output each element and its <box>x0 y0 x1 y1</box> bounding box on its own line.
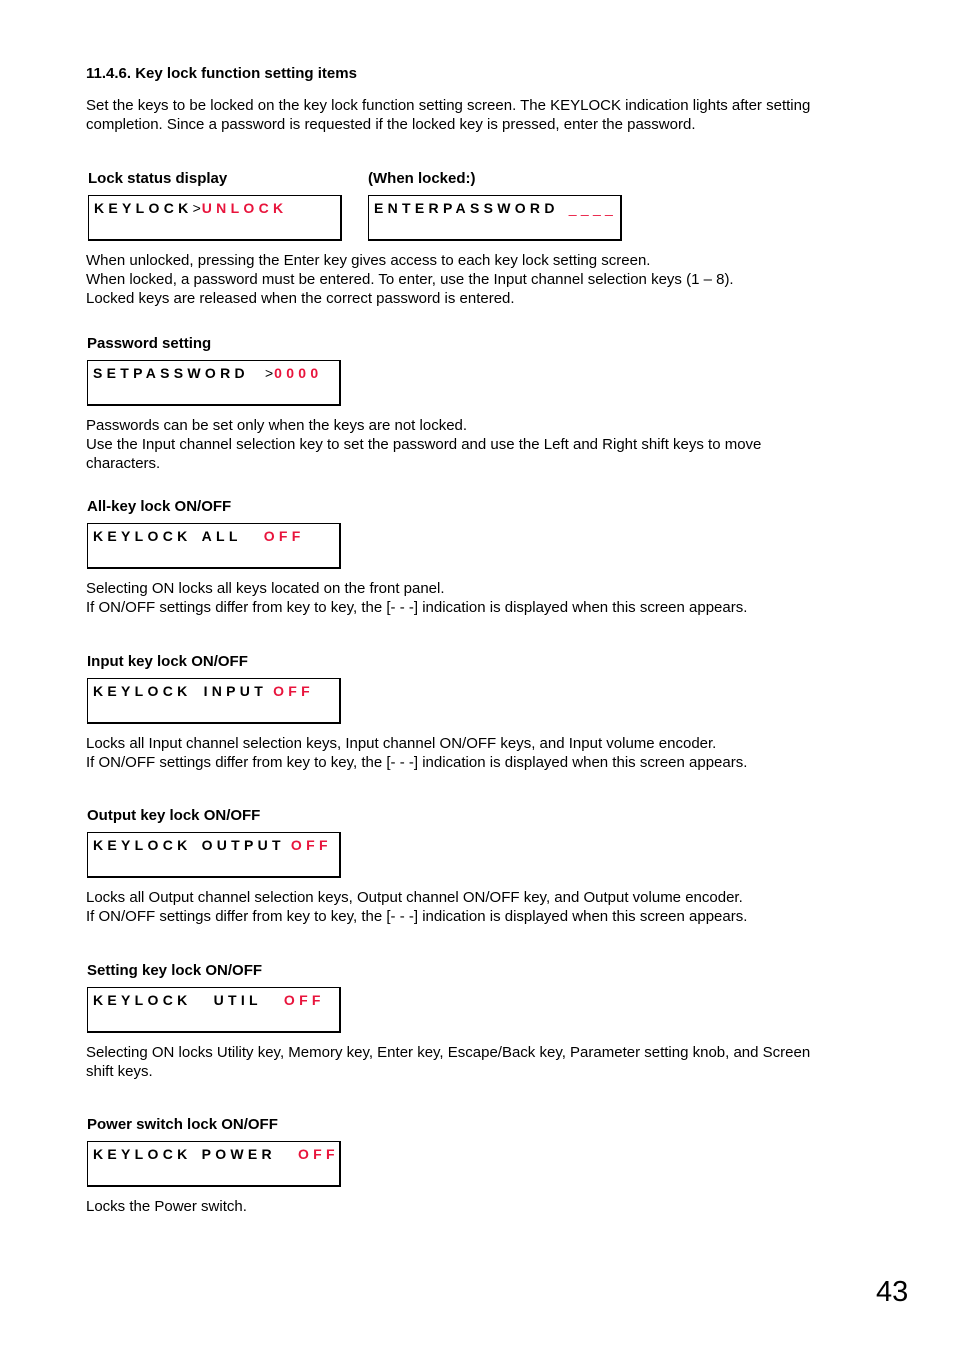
lcd-text <box>93 683 314 700</box>
lock-status-heading: Lock status display <box>88 170 228 187</box>
input-key-lock-heading: Input key lock ON/OFF <box>87 653 248 670</box>
power-switch-lock-heading: Power switch lock ON/OFF <box>87 1116 278 1133</box>
description-line: Locked keys are released when the correct password is entered. <box>86 290 515 307</box>
lcd-target: ALL <box>201 528 242 544</box>
enter-password-display <box>368 195 622 241</box>
description-line: Locks the Power switch. <box>86 1198 247 1215</box>
description-line: If ON/OFF settings differ from key to key, the [- - -] indication is displayed when this screen appears. <box>86 599 748 616</box>
input-key-lock-display <box>87 678 341 724</box>
arrow-icon: > <box>264 365 275 381</box>
description-line: If ON/OFF settings differ from key to key, the [- - -] indication is displayed when this screen appears. <box>86 754 748 771</box>
lcd-target: INPUT <box>203 683 268 699</box>
lcd-target: OUTPUT <box>201 837 285 853</box>
lcd-value: 0000 <box>274 365 323 381</box>
description-line: Passwords can be set only when the keys are not locked. <box>86 417 468 434</box>
section-title: 11.4.6. Key lock function setting items <box>86 65 357 82</box>
password-setting-description <box>86 416 868 473</box>
password-setting-heading: Password setting <box>87 335 212 352</box>
description-line: Use the Input channel selection key to set the password and use the Left and Right shift keys to move <box>86 436 762 453</box>
lcd-text <box>374 200 617 217</box>
description-line: When unlocked, pressing the Enter key gives access to each key lock setting screen. <box>86 252 651 269</box>
description-line: Locks all Input channel selection keys, Input channel ON/OFF keys, and Input volume encoder. <box>86 735 717 752</box>
page-number: 43 <box>876 1276 909 1308</box>
lcd-text <box>93 992 325 1009</box>
description-line: Locks all Output channel selection keys, Output channel ON/OFF key, and Output volume encoder. <box>86 889 743 906</box>
intro-paragraph <box>86 96 810 134</box>
setting-key-lock-description <box>86 1043 810 1081</box>
lcd-label: KEYLOCK <box>93 1146 192 1162</box>
lcd-label: KEYLOCK <box>93 992 192 1008</box>
lcd-text <box>93 837 332 854</box>
lock-status-description <box>86 251 734 308</box>
lcd-value: OFF <box>283 992 325 1008</box>
description-line: characters. <box>86 455 161 472</box>
lock-status-display <box>88 195 342 241</box>
lcd-target: POWER <box>201 1146 276 1162</box>
all-key-lock-description <box>86 579 747 617</box>
setting-key-lock-heading: Setting key lock ON/OFF <box>87 962 263 979</box>
lcd-label: KEYLOCK <box>93 837 192 853</box>
description-line: shift keys. <box>86 1063 153 1080</box>
intro-line: Set the keys to be locked on the key lock function setting screen. The KEYLOCK indication lights after setting <box>86 97 811 114</box>
lcd-label: KEYLOCK <box>93 528 192 544</box>
power-switch-lock-description <box>86 1197 247 1216</box>
description-line: When locked, a password must be entered. To enter, use the Input channel selection keys (1 – 8). <box>86 271 734 288</box>
description-line: Selecting ON locks all keys located on the front panel. <box>86 580 445 597</box>
lcd-text <box>93 365 322 382</box>
lcd-label: SETPASSWORD <box>93 365 249 381</box>
lcd-value: UNLOCK <box>201 200 288 216</box>
lcd-value: OFF <box>290 837 332 853</box>
lcd-label: KEYLOCK <box>93 683 192 699</box>
lcd-label: ENTERPASSWORD <box>374 200 559 216</box>
power-switch-lock-display <box>87 1141 341 1187</box>
arrow-icon: > <box>192 200 202 216</box>
when-locked-heading: (When locked:) <box>368 170 476 187</box>
intro-line: completion. Since a password is requested if the locked key is pressed, enter the password. <box>86 116 696 133</box>
lcd-target: UTIL <box>213 992 262 1008</box>
lcd-value: ____ <box>568 200 618 216</box>
output-key-lock-description <box>86 888 747 926</box>
setting-key-lock-display <box>87 987 341 1033</box>
output-key-lock-heading: Output key lock ON/OFF <box>87 807 261 824</box>
lcd-value: OFF <box>273 683 314 699</box>
lcd-text <box>93 1146 339 1163</box>
description-line: Selecting ON locks Utility key, Memory key, Enter key, Escape/Back key, Parameter setting knob, and Screen <box>86 1044 811 1061</box>
input-key-lock-description <box>86 734 747 772</box>
password-setting-display <box>87 360 341 406</box>
lcd-value: OFF <box>263 528 305 544</box>
description-line: If ON/OFF settings differ from key to key, the [- - -] indication is displayed when this screen appears. <box>86 908 748 925</box>
lcd-text <box>93 528 305 545</box>
lcd-text <box>94 200 287 217</box>
lcd-value: OFF <box>297 1146 339 1162</box>
all-key-lock-display <box>87 523 341 569</box>
all-key-lock-heading: All-key lock ON/OFF <box>87 498 232 515</box>
lcd-label: KEYLOCK <box>94 200 193 216</box>
output-key-lock-display <box>87 832 341 878</box>
